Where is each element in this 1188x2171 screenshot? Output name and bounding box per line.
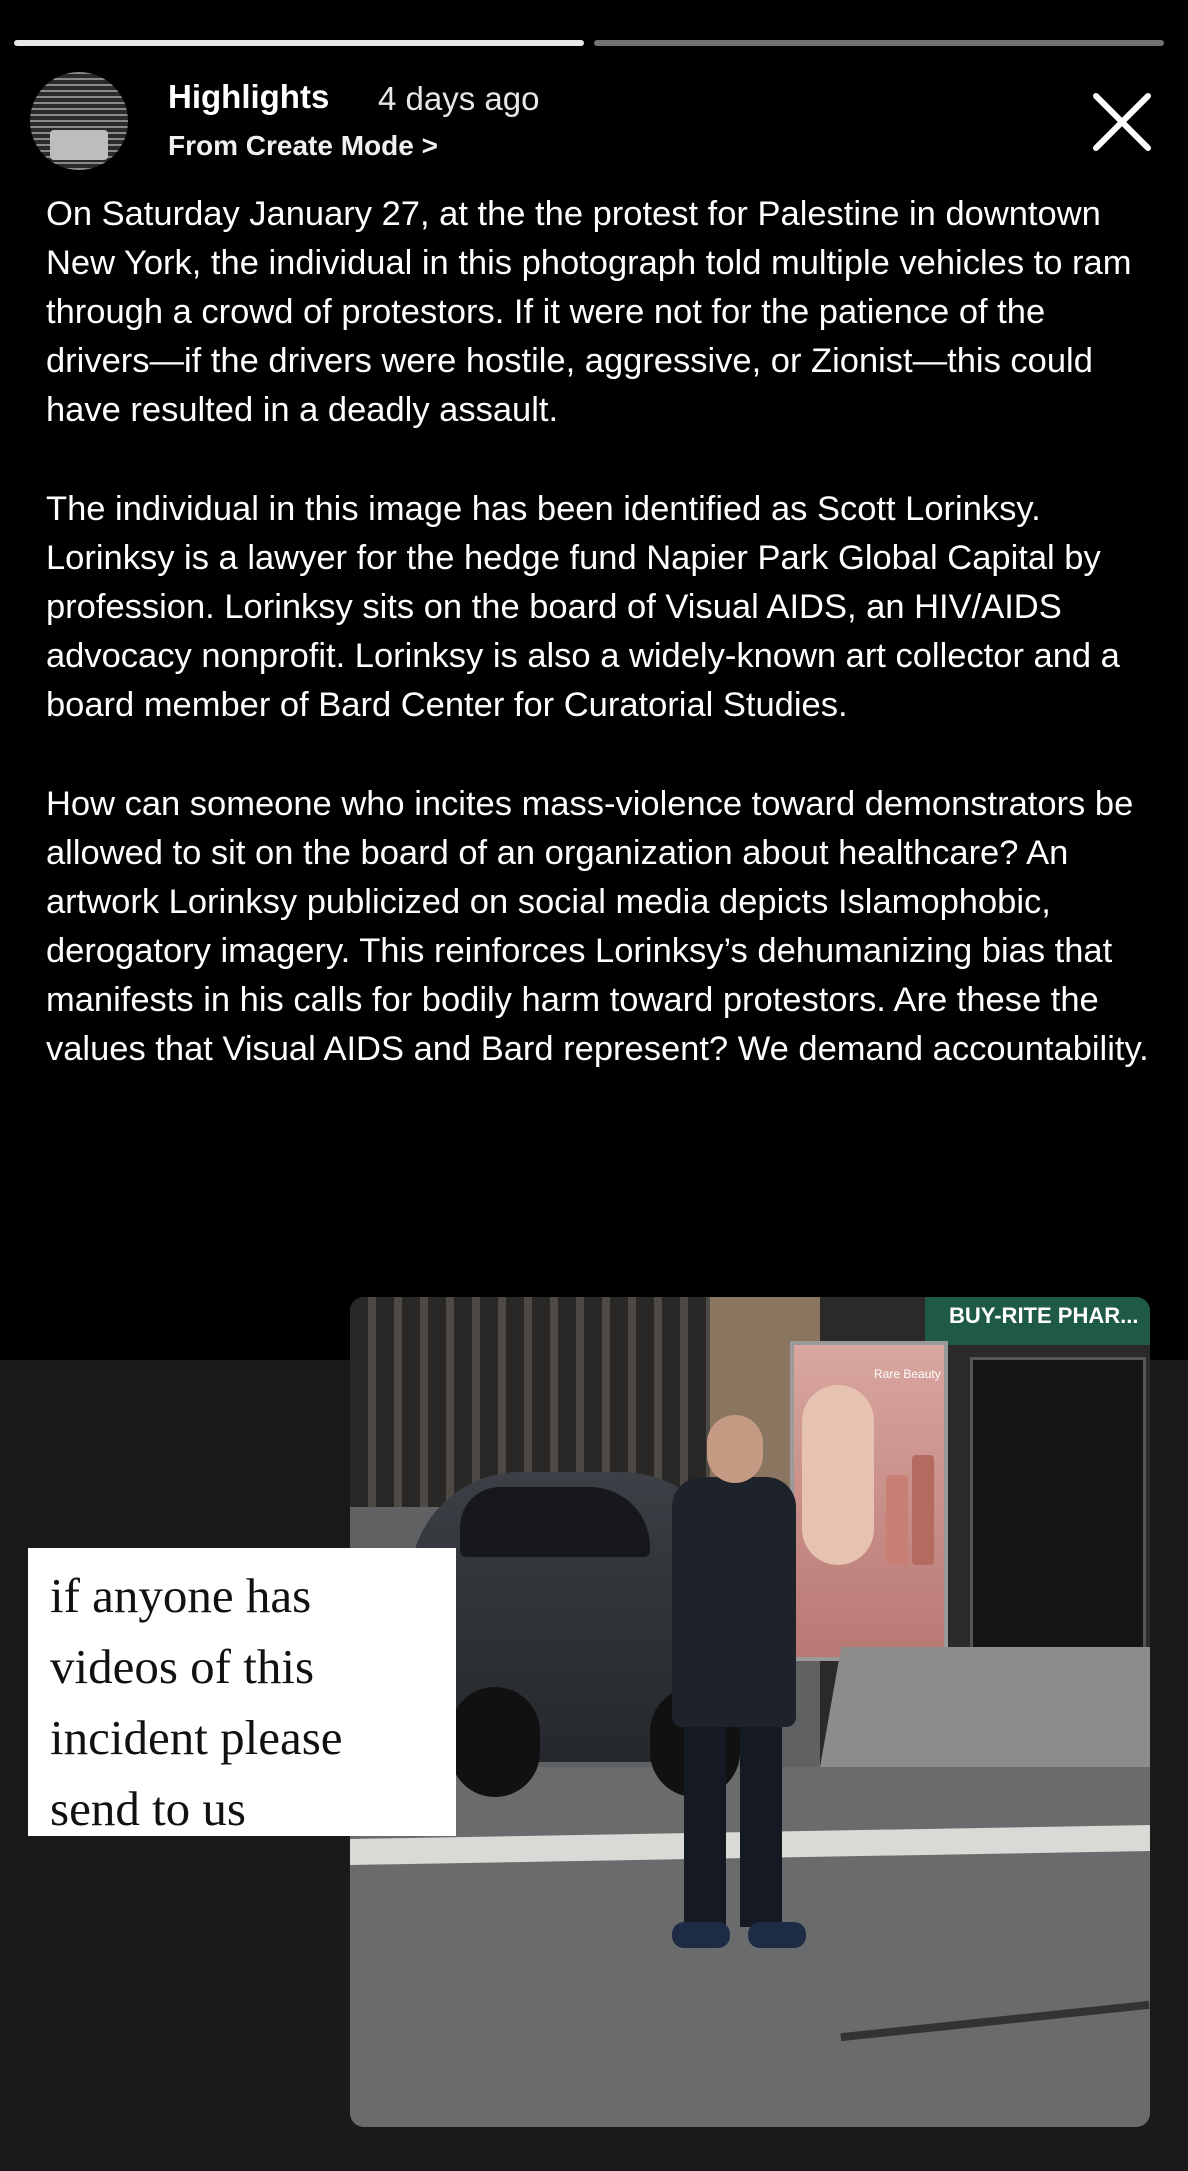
story-header	[30, 72, 1158, 182]
create-mode-link[interactable]: From Create Mode >	[168, 130, 438, 161]
person-shoe	[672, 1922, 730, 1948]
note-line-4: send to us	[50, 1781, 246, 1836]
caption-paragraph-2: The individual in this image has been identified as Scott Lorinksy. Lorinksy is a lawyer for the hedge fund Napier Park Global Capital by profession. Lorinksy sits on the board of Visual AIDS, an HIV/AIDS advocacy nonprofit. Lorinksy is also a widely-known art collector and a board member of Bard Center for Curatorial Studies.	[46, 490, 1120, 724]
note-line-1: if anyone has	[50, 1568, 312, 1623]
person-body	[672, 1477, 796, 1727]
ad-face	[802, 1385, 874, 1565]
store-sign: BUY-RITE PHAR...	[925, 1297, 1150, 1345]
ad-billboard	[790, 1341, 948, 1661]
car-window	[460, 1487, 650, 1557]
person-leg	[684, 1717, 726, 1927]
person-head	[707, 1415, 763, 1483]
caption-paragraph-1: On Saturday January 27, at the the protest for Palestine in downtown New York, the individual in this photograph told multiple vehicles to ram through a crowd of protestors. If it were not for the patience of the drivers—if the drivers were hostile, aggressive, or Zionist—this could have resulted in a deadly assault.	[46, 195, 1132, 429]
car-wheel	[450, 1687, 540, 1797]
note-line-2: videos of this	[50, 1639, 315, 1694]
note-line-3: incident please	[50, 1710, 343, 1765]
caption-paragraph-3: How can someone who incites mass-violence toward demonstrators be allowed to sit on the board of an organization about healthcare? An artwork Lorinksy publicized on social media depicts Islamophobic, derogatory imagery. This reinforces Lorinksy’s dehumanizing bias that manifests in his calls for bodily harm toward protestors. Are these the values that Visual AIDS and Bard represent? We demand accountability.	[46, 785, 1149, 1068]
progress-segment-2	[594, 40, 1164, 46]
avatar[interactable]	[30, 72, 128, 170]
street-photo	[350, 1297, 1150, 2127]
account-name[interactable]: Highlights	[168, 78, 330, 115]
post-time: 4 days ago	[378, 80, 540, 117]
person-leg	[740, 1717, 782, 1927]
request-note	[28, 1548, 456, 1836]
progress-segment-1	[14, 40, 584, 46]
close-icon[interactable]	[1086, 86, 1158, 158]
ad-bottle	[886, 1475, 908, 1565]
shop-window	[970, 1357, 1146, 1663]
story-caption	[46, 190, 1156, 1124]
person-shoe	[748, 1922, 806, 1948]
ad-bottle	[912, 1455, 934, 1565]
story-progress-bar	[14, 40, 1164, 46]
ad-brand: Rare Beauty	[874, 1367, 941, 1381]
